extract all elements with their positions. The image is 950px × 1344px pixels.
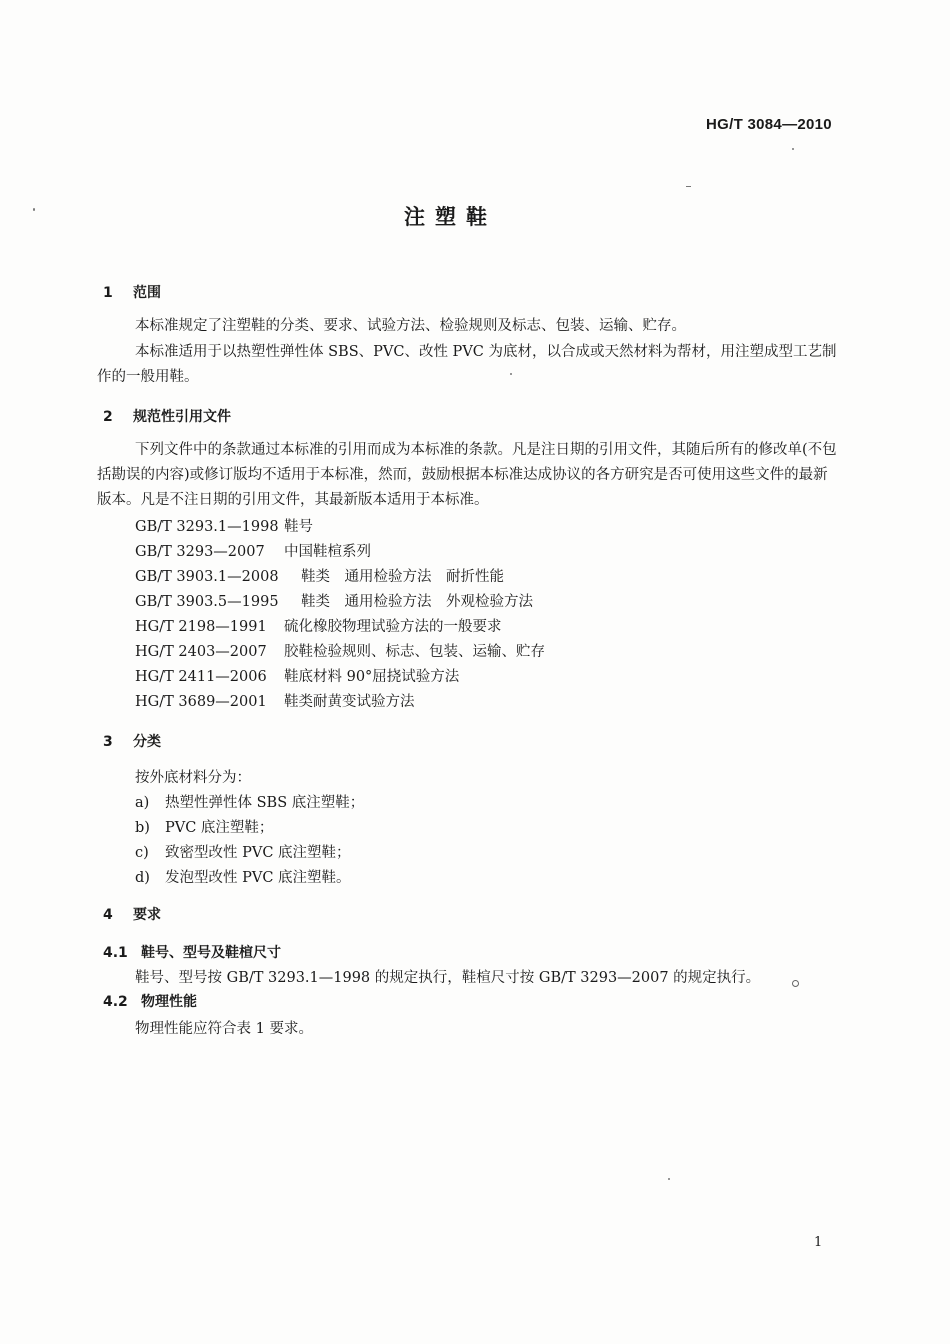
list-item	[135, 841, 351, 862]
section-2-intro: 下列文件中的条款通过本标准的引用而成为本标准的条款。凡是注日期的引用文件，其随后所有的修改单(不包括勘误的内容)或修订版均不适用于本标准，然而，鼓励根据本标准达成协议的各方研究是否可使用这些文件的最新版本。凡是不注日期的引用文件，其最新版本适用于本标准。	[97, 442, 837, 508]
reference-item	[135, 615, 502, 636]
subsection-number: 4.2	[103, 994, 128, 1010]
reference-title: 硫化橡胶物理试验方法的一般要求	[284, 619, 502, 635]
subsection-number: 4.1	[103, 945, 128, 961]
reference-code: GB/T 3903.1—2008	[135, 569, 279, 585]
section-3-intro: 按外底材料分为：	[135, 770, 251, 786]
reference-item	[135, 640, 545, 661]
list-text: 发泡型改性 PVC 底注塑鞋。	[165, 870, 351, 886]
subsection-4-2-heading	[103, 991, 197, 1011]
section-number: 2	[103, 409, 113, 425]
section-number: 4	[103, 907, 113, 923]
reference-title: 鞋号	[284, 519, 313, 535]
list-text: 热塑性弹性体 SBS 底注塑鞋；	[165, 795, 365, 811]
reference-code: HG/T 2411—2006	[135, 669, 267, 685]
list-item	[135, 866, 351, 887]
reference-item	[135, 690, 415, 711]
section-title: 要求	[133, 907, 161, 923]
section-title: 范围	[133, 285, 161, 301]
list-label: d)	[135, 870, 150, 886]
scan-speck	[33, 208, 35, 211]
subsection-4-1-text: 鞋号、型号按 GB/T 3293.1—1998 的规定执行，鞋楦尺寸按 GB/T 3293—2007 的规定执行。	[135, 970, 761, 986]
section-1-paragraph-2: 本标准适用于以热塑性弹性体 SBS、PVC、改性 PVC 为底材，以合成或天然材料为帮材，用注塑成型工艺制作的一般用鞋。	[97, 344, 837, 385]
subsection-4-2-text: 物理性能应符合表 1 要求。	[135, 1021, 313, 1037]
reference-title: 鞋类耐黄变试验方法	[284, 694, 415, 710]
reference-item	[135, 515, 313, 536]
subsection-4-1-heading	[103, 942, 281, 962]
list-label: b)	[135, 820, 150, 836]
reference-code: GB/T 3903.5—1995	[135, 594, 279, 610]
reference-code: GB/T 3293.1—1998	[135, 519, 279, 535]
section-title: 规范性引用文件	[133, 409, 231, 425]
reference-code: GB/T 3293—2007	[135, 544, 265, 560]
section-title: 分类	[133, 734, 161, 750]
section-2-heading	[103, 406, 231, 426]
document-title: 注塑鞋	[404, 205, 497, 229]
section-number: 3	[103, 734, 113, 750]
subsection-title: 物理性能	[141, 994, 197, 1010]
reference-title: 鞋类 通用检验方法 外观检验方法	[301, 594, 533, 610]
scan-speck	[792, 980, 799, 987]
section-1-paragraph-1: 本标准规定了注塑鞋的分类、要求、试验方法、检验规则及标志、包装、运输、贮存。	[135, 318, 686, 334]
reference-title: 胶鞋检验规则、标志、包装、运输、贮存	[284, 644, 545, 660]
reference-item	[135, 665, 459, 686]
subsection-title: 鞋号、型号及鞋楦尺寸	[141, 945, 281, 961]
reference-code: HG/T 3689—2001	[135, 694, 267, 710]
page-number: 1	[814, 1235, 823, 1250]
list-label: c)	[135, 845, 149, 861]
reference-title: 鞋类 通用检验方法 耐折性能	[301, 569, 504, 585]
list-text: 致密型改性 PVC 底注塑鞋；	[165, 845, 351, 861]
list-text: PVC 底注塑鞋；	[165, 820, 274, 836]
section-1-heading	[103, 282, 161, 302]
section-4-heading	[103, 904, 161, 924]
list-item	[135, 791, 364, 812]
standard-code: HG/T 3084—2010	[706, 116, 832, 133]
reference-code: HG/T 2403—2007	[135, 644, 267, 660]
scan-speck	[510, 373, 512, 375]
list-item	[135, 816, 273, 837]
section-3-heading	[103, 731, 161, 751]
scan-speck	[686, 186, 691, 187]
reference-item	[135, 590, 533, 611]
scan-speck	[792, 148, 794, 150]
reference-title: 中国鞋楦系列	[284, 544, 371, 560]
list-label: a)	[135, 795, 150, 811]
section-number: 1	[103, 285, 113, 301]
reference-item	[135, 565, 504, 586]
reference-code: HG/T 2198—1991	[135, 619, 267, 635]
scan-speck	[668, 1178, 670, 1180]
reference-item	[135, 540, 371, 561]
reference-title: 鞋底材料 90°屈挠试验方法	[284, 669, 460, 685]
